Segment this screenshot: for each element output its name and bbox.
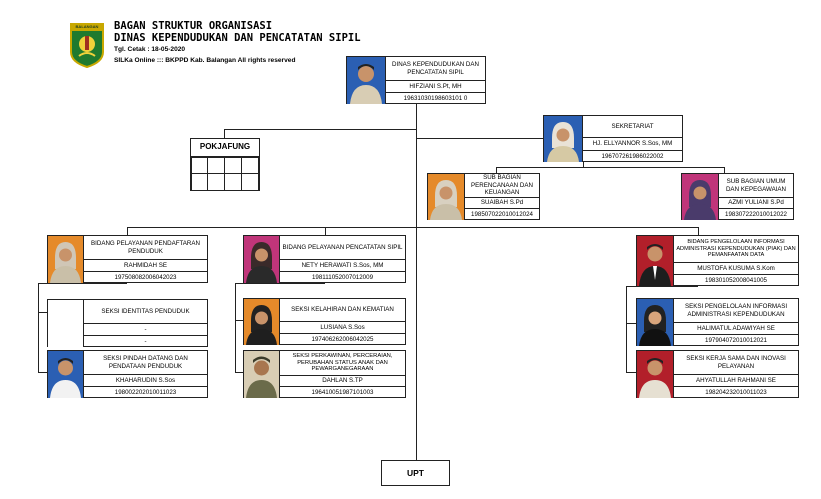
- connector-col3-v: [626, 286, 627, 372]
- node-nip: 19631030198603101 0: [403, 94, 468, 102]
- connector-col2-top-h: [235, 283, 325, 284]
- node-name: MUSTOFA KUSUMA S.Kom: [674, 263, 798, 275]
- node-name: NETY HERAWATI S.Sos, MM: [280, 260, 405, 272]
- node-seksi-pengelolaan[interactable]: [636, 298, 799, 346]
- node-pokjafung[interactable]: [190, 138, 260, 191]
- node-nip: 197508082006042023: [114, 273, 177, 281]
- connector-col3-s2-h: [626, 372, 636, 373]
- photo-bidang-pendaftaran: [48, 236, 83, 283]
- node-sub-umum[interactable]: [681, 173, 794, 220]
- connector-main-vertical: [416, 103, 417, 460]
- connector-col1-top-h: [38, 283, 127, 284]
- photo-seksi-pengelolaan: [637, 299, 673, 346]
- node-nip: 197904072010012021: [705, 336, 767, 344]
- connector-bidang-h: [127, 227, 698, 228]
- person-male-icon: [347, 57, 385, 104]
- photo-sub-umum: [682, 174, 718, 220]
- node-name: RAHMIDAH SE: [84, 260, 207, 272]
- node-sekretariat[interactable]: [543, 115, 683, 162]
- connector-col3-top-h: [626, 286, 698, 287]
- node-name: HJ. ELLYANNOR S.Sos, MM: [583, 138, 682, 151]
- node-title: SUB BAGIAN UMUM DAN KEPEGAWAIAN: [719, 174, 793, 198]
- node-name: AZMI YULIANI S.Pd: [719, 198, 793, 209]
- connector-pokjafung-h: [224, 129, 416, 130]
- node-title: BIDANG PELAYANAN PENCATATAN SIPIL: [280, 236, 405, 260]
- photo-seksi-identitas-empty: [48, 300, 83, 347]
- photo-bidang-piak: [637, 236, 673, 286]
- chart-title-line2: DINAS KEPENDUDUKAN DAN PENCATATAN SIPIL: [114, 32, 361, 44]
- node-seksi-pindah[interactable]: [47, 350, 208, 398]
- person-male-icon: [244, 351, 279, 398]
- node-nip: 198307222010012022: [725, 210, 787, 218]
- connector-pokjafung-v: [224, 129, 225, 138]
- node-name: LUSIANA S.Sos: [280, 322, 405, 334]
- person-female-icon: [244, 299, 279, 345]
- node-name: SUAIBAH S.Pd: [465, 198, 539, 209]
- photo-sekretariat: [544, 116, 582, 162]
- node-nip: 198111052007012009: [311, 273, 374, 281]
- photo-seksi-kerjasama: [637, 351, 673, 398]
- node-title: SEKSI IDENTITAS PENDUDUK: [84, 300, 207, 324]
- person-female-icon: [428, 174, 464, 220]
- logo-text: BALANGAN: [75, 24, 99, 29]
- person-female-icon: [544, 116, 582, 162]
- node-name: AHYATULLAH RAHMANI SE: [674, 375, 798, 387]
- node-title: SUB BAGIAN PERENCANAAN DAN KEUANGAN: [465, 174, 539, 198]
- node-seksi-kelahiran[interactable]: [243, 298, 406, 345]
- person-female-icon: [48, 236, 83, 283]
- node-title: SEKSI KERJA SAMA DAN INOVASI PELAYANAN: [674, 351, 798, 375]
- node-nip: 198204232010011023: [705, 388, 767, 396]
- node-seksi-kerjasama[interactable]: [636, 350, 799, 398]
- person-female-icon: [244, 236, 279, 283]
- node-nip: 198507022010012024: [471, 210, 533, 218]
- pokjafung-grid: [191, 156, 259, 192]
- node-nip: 197406262006042025: [311, 335, 374, 343]
- node-sub-perencanaan[interactable]: [427, 173, 540, 220]
- node-bidang-pendaftaran[interactable]: [47, 235, 208, 283]
- photo-seksi-perkawinan: [244, 351, 279, 398]
- connector-bidang3-v: [698, 227, 699, 235]
- node-bidang-piak[interactable]: [636, 235, 799, 286]
- connector-col2-s1-h: [235, 320, 243, 321]
- node-upt[interactable]: [381, 460, 450, 486]
- node-title: DINAS KEPENDUDUKAN DAN PENCATATAN SIPIL: [386, 57, 485, 81]
- node-name: KHAHARUDIN S.Sos: [84, 375, 207, 387]
- connector-col1-s2-h: [38, 372, 47, 373]
- person-female-icon: [637, 299, 673, 346]
- connector-col2-v: [235, 283, 236, 372]
- photo-head: [347, 57, 385, 104]
- connector-bidang1-v: [127, 227, 128, 235]
- node-name: HIFZIANI S.Pt, MH: [386, 81, 485, 93]
- node-seksi-identitas[interactable]: [47, 299, 208, 347]
- node-bidang-pencatatan[interactable]: [243, 235, 406, 283]
- person-male-icon: [48, 351, 83, 398]
- node-title: SEKSI PINDAH DATANG DAN PENDATAAN PENDUDUK: [84, 351, 207, 375]
- connector-subbag-h: [496, 167, 724, 168]
- node-name: -: [84, 324, 207, 336]
- node-nip: 198002202010011023: [114, 388, 177, 396]
- node-seksi-perkawinan[interactable]: [243, 350, 406, 398]
- upt-title: UPT: [407, 468, 424, 478]
- connector-col3-s1-h: [626, 323, 636, 324]
- connector-col2-s2-h: [235, 372, 243, 373]
- print-date: Tgl. Cetak : 18-05-2020: [114, 46, 186, 53]
- node-title: BIDANG PELAYANAN PENDAFTARAN PENDUDUK: [84, 236, 207, 260]
- node-title: BIDANG PENGELOLAAN INFORMASI ADMINISTRASI KEPENDUDUKAN (PIAK) DAN PEMANFAATAN DATA: [674, 236, 798, 263]
- node-nip: 196410051987101003: [311, 388, 374, 396]
- node-nip: 198301052008041005: [705, 276, 767, 284]
- node-nip: -: [144, 337, 147, 345]
- footer-note: SILKa Online ::: BKPPD Kab. Balangan All rights reserved: [114, 57, 296, 64]
- photo-seksi-pindah: [48, 351, 83, 398]
- connector-sekretariat-h: [416, 138, 543, 139]
- node-title: SEKSI PERKAWINAN, PERCERAIAN, PERUBAHAN STATUS ANAK DAN PEWARGANEGARAAN: [280, 351, 405, 376]
- logo: [69, 22, 105, 68]
- node-title: SEKSI PENGELOLAAN INFORMASI ADMINISTRASI KEPENDUDUKAN: [674, 299, 798, 323]
- chart-title-line1: BAGAN STRUKTUR ORGANISASI: [114, 20, 273, 32]
- node-nip: 196707261986022002: [601, 152, 664, 160]
- node-title: SEKSI KELAHIRAN DAN KEMATIAN: [280, 299, 405, 322]
- node-head[interactable]: [346, 56, 486, 104]
- pokjafung-title: POKJAFUNG: [199, 142, 251, 151]
- photo-bidang-pencatatan: [244, 236, 279, 283]
- node-name: HALIMATUL ADAWIYAH SE: [674, 323, 798, 335]
- node-name: DAHLAN S.TP: [280, 376, 405, 387]
- connector-col1-v: [38, 283, 39, 372]
- photo-seksi-kelahiran: [244, 299, 279, 345]
- photo-sub-perencanaan: [428, 174, 464, 220]
- person-male-icon: [637, 236, 673, 286]
- person-female-icon: [682, 174, 718, 220]
- connector-col1-s1-h: [38, 312, 47, 313]
- connector-bidang2-v: [325, 227, 326, 235]
- person-male-icon: [637, 351, 673, 398]
- node-title: SEKRETARIAT: [583, 116, 682, 138]
